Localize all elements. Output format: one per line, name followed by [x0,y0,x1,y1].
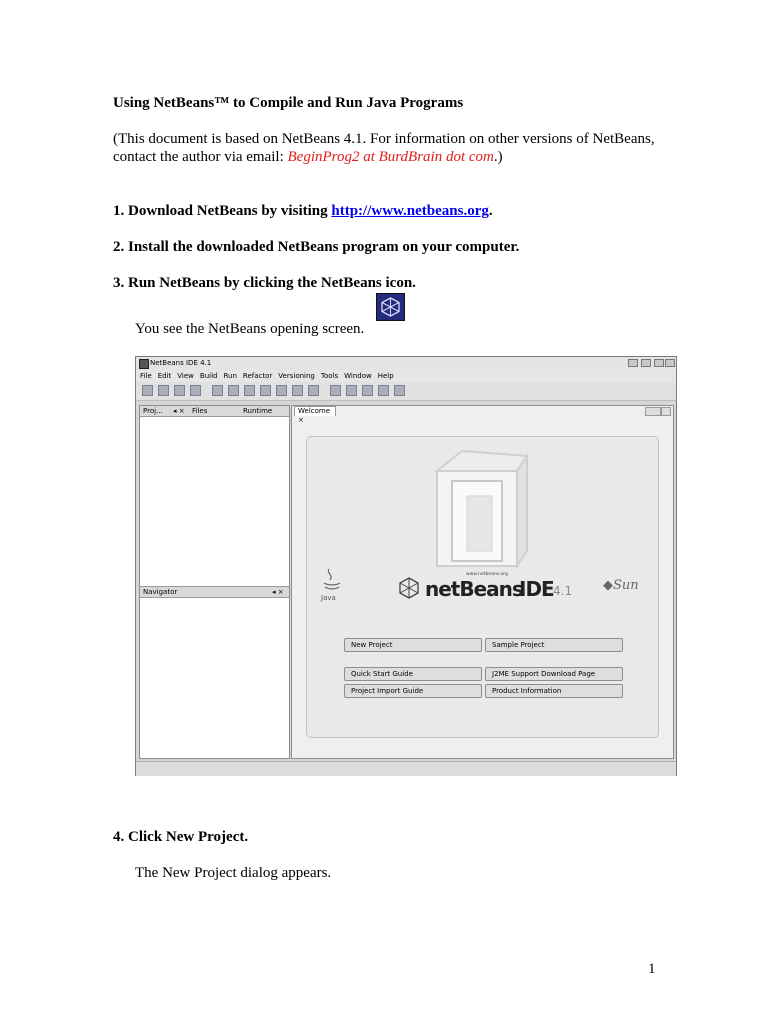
sun-logo: ◆Sun [603,578,639,593]
ide-statusbar [136,761,676,776]
delete-icon[interactable] [260,385,271,396]
logo-version: 4.1 [553,584,573,598]
step-3: 3. Run NetBeans by clicking the NetBeans icon. [113,275,416,291]
menu-window[interactable]: Window [344,372,372,380]
step-2: 2. Install the downloaded NetBeans program on your computer. [113,239,520,255]
logo-ide: IDE [519,577,554,601]
app-icon [139,359,149,369]
menu-tools[interactable]: Tools [320,372,339,380]
sun-label: Sun [613,578,639,593]
netbeans-link[interactable]: http://www.netbeans.org [331,203,489,219]
menu-run[interactable]: Run [223,372,237,380]
ide-titlebar [136,357,676,371]
intro-line-1: (This document is based on NetBeans 4.1. For information on other versions of NetBeans, [113,131,655,147]
quick-start-guide-button[interactable]: Quick Start Guide [344,667,482,681]
sample-project-button[interactable]: Sample Project [485,638,623,652]
menu-edit[interactable]: Edit [157,372,172,380]
copy-icon[interactable] [228,385,239,396]
tab-files[interactable]: Files [192,407,208,415]
step-1 [113,202,493,220]
step-icon[interactable] [394,385,405,396]
ide-title: NetBeans IDE 4.1 [150,359,212,367]
tab-runtime[interactable]: Runtime [243,407,273,415]
projects-tabs [140,406,289,417]
projects-pane [139,405,290,759]
page-number: 1 [648,961,656,977]
close-icon[interactable] [665,359,675,367]
navigator-label: Navigator [143,588,178,596]
menu-build[interactable]: Build [199,372,218,380]
build-icon[interactable] [330,385,341,396]
dialog-appears-text: The New Project dialog appears. [135,865,332,881]
tab-welcome[interactable]: Welcome × [294,406,336,416]
opening-screen-text: You see the NetBeans opening screen. [135,321,365,337]
project-import-guide-button[interactable]: Project Import Guide [344,684,482,698]
menu-file[interactable]: File [140,372,152,380]
author-email: BeginProg2 at BurdBrain dot com [287,149,494,165]
netbeans-screenshot [135,356,677,776]
intro-suffix: .) [493,149,503,165]
tab-scroll-icon[interactable] [645,407,661,416]
intro-line-2 [113,148,503,166]
intro-line-2-text: contact the author via email: [113,149,288,165]
clean-build-icon[interactable] [346,385,357,396]
paste-icon[interactable] [244,385,255,396]
java-label: Java [321,594,336,602]
navigator-header [140,586,289,598]
netbeans-icon[interactable] [376,293,405,321]
find-icon[interactable] [308,385,319,396]
menu-help[interactable]: Help [377,372,394,380]
run-icon[interactable] [362,385,373,396]
ide-menubar [136,370,676,382]
save-all-icon[interactable] [190,385,201,396]
undo-icon[interactable] [276,385,287,396]
restore-icon[interactable] [641,359,651,367]
netbeans-cube-graphic [417,441,537,571]
minimize-icon[interactable] [628,359,638,367]
maximize-icon[interactable] [654,359,664,367]
cut-icon[interactable] [212,385,223,396]
step-1-text: 1. Download NetBeans by visiting [113,203,332,219]
new-file-icon[interactable] [142,385,153,396]
new-project-button[interactable]: New Project [344,638,482,652]
redo-icon[interactable] [292,385,303,396]
netbeans-logo-icon [399,577,419,599]
open-project-icon[interactable] [174,385,185,396]
logo-url: www.netbeans.org [466,572,508,577]
step-1-suffix: . [488,203,493,219]
ide-toolbar [136,382,676,401]
j2me-download-button[interactable]: J2ME Support Download Page [485,667,623,681]
menu-versioning[interactable]: Versioning [278,372,315,380]
editor-pane [291,405,674,759]
step-4: 4. Click New Project. [113,829,249,845]
navigator-close-icon[interactable]: ◂ × [272,588,284,596]
logo-netbeans: netBeans [425,577,523,601]
menu-view[interactable]: View [177,372,194,380]
welcome-tab-label: Welcome [298,407,331,415]
debug-icon[interactable] [378,385,389,396]
doc-title: Using NetBeans™ to Compile and Run Java Programs [113,95,464,111]
tab-close-icon[interactable]: ◂ × [173,407,185,415]
tab-projects[interactable]: Proj... [143,407,163,415]
menu-refactor[interactable]: Refactor [242,372,273,380]
welcome-panel [306,436,659,738]
new-project-icon[interactable] [158,385,169,396]
tab-list-icon[interactable] [661,407,671,416]
product-information-button[interactable]: Product Information [485,684,623,698]
